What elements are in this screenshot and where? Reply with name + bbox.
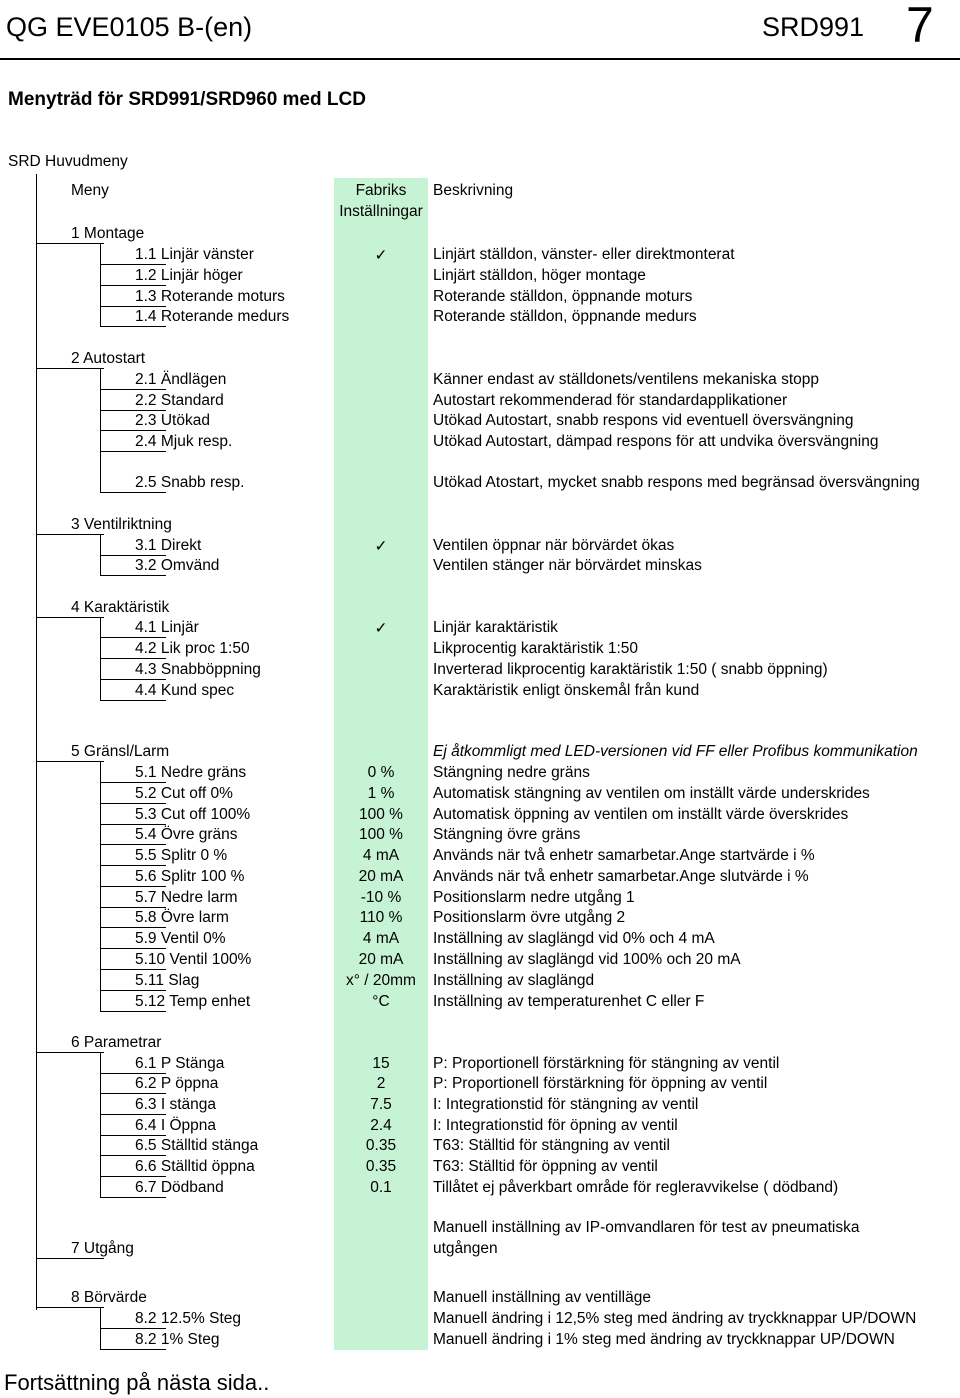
menu-item-description: Positionslarm övre utgång 2 [433, 909, 626, 926]
menu-item-description: Positionslarm nedre utgång 1 [433, 889, 635, 906]
section-label-s7: 7 Utgång [71, 1240, 134, 1257]
menu-item-description: Ventilen öppnar när börvärdet ökas [433, 537, 675, 554]
menu-item-label: 6.5 Ställtid stänga [135, 1137, 259, 1154]
menu-item-description: I: Integrationstid för öpning av ventil [433, 1117, 678, 1134]
tree-branch-s5 [36, 761, 104, 762]
menu-item-description: Likprocentig karaktäristik 1:50 [433, 640, 639, 657]
section-desc-line2-s7: utgången [433, 1240, 498, 1257]
factory-setting-value: 0 % [367, 764, 395, 781]
menu-item-label: 2.3 Utökad [135, 412, 210, 429]
menu-item-label: 1.2 Linjär höger [135, 267, 243, 284]
menu-item-label: 5.9 Ventil 0% [135, 930, 226, 947]
menu-item-description: Inställning av temperaturenhet C eller F [433, 993, 705, 1010]
section-label-s1: 1 Montage [71, 225, 145, 242]
menu-item-description: Manuell ändring i 12,5% steg med ändring av tryckknappar UP/DOWN [433, 1310, 917, 1327]
column-heading-menu: Meny [71, 182, 109, 199]
section-desc-line1-s7: Manuell inställning av IP-omvandlaren för test av pneumatiska [433, 1219, 860, 1236]
menu-item-description: Inställning av slaglängd [433, 972, 595, 989]
menu-item-label: 3.2 Omvänd [135, 557, 220, 574]
menu-item-description: T63: Ställtid för öppning av ventil [433, 1158, 658, 1175]
menu-item-label: 5.11 Slag [135, 972, 200, 989]
section-label-s5: 5 Gränsl/Larm [71, 743, 170, 760]
tree-branch-s4 [36, 617, 104, 618]
menu-item-description: Tillåtet ej påverkbart område för regleravvikelse ( dödband) [433, 1179, 839, 1196]
factory-setting-value: 20 mA [358, 868, 404, 885]
factory-setting-value: 110 % [359, 909, 403, 926]
tree-leaf-s5-11 [100, 1011, 166, 1012]
menu-item-label: 1.4 Roterande medurs [135, 308, 290, 325]
factory-setting-value: 0.1 [370, 1179, 392, 1196]
menu-item-label: 5.12 Temp enhet [135, 993, 251, 1010]
tree-leaf-s4-1 [100, 658, 166, 659]
menu-item-description: I: Integrationstid för stängning av ventil [433, 1096, 699, 1113]
continuation-note: Fortsättning på nästa sida.. [4, 1370, 270, 1395]
tree-leaf-s2-2 [100, 430, 166, 431]
menu-item-label: 6.7 Dödband [135, 1179, 224, 1196]
tree-leaf-s5-2 [100, 824, 166, 825]
menu-item-label: 5.8 Övre larm [135, 909, 229, 926]
section-desc-s8: Manuell inställning av ventilläge [433, 1289, 651, 1306]
model-name: SRD991 [762, 12, 865, 42]
menu-item-description: Linjär karaktäristik [433, 619, 558, 636]
tree-leaf-s2-0 [100, 389, 166, 390]
section-label-s6: 6 Parametrar [71, 1034, 162, 1051]
menu-item-description: Inverterad likprocentig karaktäristik 1:50 ( snabb öppning) [433, 661, 828, 678]
tree-sub-trunk-s4 [100, 618, 101, 700]
tree-branch-s8 [36, 1307, 104, 1308]
factory-setting-value: ✓ [374, 620, 388, 637]
menu-item-description: P: Proportionell förstärkning för stängning av ventil [433, 1055, 780, 1072]
menu-item-label: 3.1 Direkt [135, 537, 202, 554]
menu-item-label: 5.5 Splitr 0 % [135, 847, 228, 864]
tree-leaf-s6-3 [100, 1135, 166, 1136]
factory-setting-value: 100 % [359, 806, 403, 823]
tree-leaf-s5-5 [100, 886, 166, 887]
menu-item-label: 4.3 Snabböppning [135, 661, 261, 678]
tree-leaf-s8-0 [100, 1328, 166, 1329]
tree-leaf-s2-3 [100, 451, 166, 452]
menu-item-label: 2.1 Ändlägen [135, 371, 227, 388]
menu-item-description: Linjärt ställdon, höger montage [433, 267, 646, 284]
tree-branch-s3 [36, 534, 104, 535]
factory-setting-value: 2 [376, 1075, 386, 1092]
column-heading-factory-line2: Inställningar [339, 203, 423, 220]
tree-leaf-s6-2 [100, 1114, 166, 1115]
menu-item-description: Inställning av slaglängd vid 100% och 20 mA [433, 951, 741, 968]
menu-item-description: Inställning av slaglängd vid 0% och 4 mA [433, 930, 715, 947]
section-label-s4: 4 Karaktäristik [71, 599, 170, 616]
tree-leaf-s5-6 [100, 907, 166, 908]
factory-setting-value: ✓ [374, 247, 388, 264]
menu-item-description: Utökad Atostart, mycket snabb respons med begränsad översvängning [433, 474, 920, 491]
menu-item-label: 5.1 Nedre gräns [135, 764, 247, 781]
menu-item-label: 8.2 12.5% Steg [135, 1310, 241, 1327]
menu-item-label: 5.2 Cut off 0% [135, 785, 233, 802]
factory-setting-value: 4 mA [362, 930, 400, 947]
tree-branch-s2 [36, 368, 104, 369]
tree-branch-s6 [36, 1052, 104, 1053]
menu-item-description: Stängning övre gräns [433, 826, 581, 843]
menu-item-label: 2.5 Snabb resp. [135, 474, 245, 491]
tree-branch-s1 [36, 243, 104, 244]
tree-leaf-s1-0 [100, 264, 166, 265]
tree-leaf-s4-2 [100, 679, 166, 680]
tree-leaf-s8-1 [100, 1349, 166, 1350]
tree-leaf-s3-0 [100, 555, 166, 556]
page-title: Menyträd för SRD991/SRD960 med LCD [8, 89, 366, 110]
tree-leaf-s5-1 [100, 803, 166, 804]
tree-leaf-s6-6 [100, 1197, 166, 1198]
menu-item-description: Karaktäristik enligt önskemål från kund [433, 682, 700, 699]
menu-item-description: Utökad Autostart, snabb respons vid eventuell översvängning [433, 412, 854, 429]
section-label-s8: 8 Börvärde [71, 1289, 147, 1306]
factory-setting-value: 4 mA [362, 847, 400, 864]
factory-setting-value: x° / 20mm [346, 972, 416, 989]
page-number: 7 [906, 0, 934, 53]
tree-leaf-s6-0 [100, 1073, 166, 1074]
section-label-s2: 2 Autostart [71, 350, 146, 367]
menu-item-description: Manuell ändring i 1% steg med ändring av tryckknappar UP/DOWN [433, 1331, 895, 1348]
menu-item-label: 6.3 I stänga [135, 1096, 217, 1113]
menu-item-description: Utökad Autostart, dämpad respons för att undvika översvängning [433, 433, 879, 450]
menu-item-label: 5.6 Splitr 100 % [135, 868, 245, 885]
tree-leaf-s5-9 [100, 969, 166, 970]
tree-leaf-s2-1 [100, 410, 166, 411]
factory-setting-value: 20 mA [358, 951, 404, 968]
menu-item-label: 2.4 Mjuk resp. [135, 433, 233, 450]
factory-setting-value: 0.35 [365, 1137, 397, 1154]
menu-item-description: Roterande ställdon, öppnande medurs [433, 308, 697, 325]
menu-item-description: Ventilen stänger när börvärdet minskas [433, 557, 702, 574]
menu-item-description: Används när två enhetr samarbetar.Ange startvärde i % [433, 847, 815, 864]
menu-item-description: Automatisk stängning av ventilen om inställt värde underskrides [433, 785, 870, 802]
tree-leaf-s1-2 [100, 306, 166, 307]
tree-leaf-s6-5 [100, 1176, 166, 1177]
tree-leaf-s5-7 [100, 927, 166, 928]
menu-item-description: Linjärt ställdon, vänster- eller direktmonterat [433, 246, 735, 263]
factory-setting-value: 2.4 [370, 1117, 392, 1134]
menu-item-label: 5.4 Övre gräns [135, 826, 238, 843]
tree-leaf-s5-4 [100, 865, 166, 866]
menu-item-label: 6.6 Ställtid öppna [135, 1158, 255, 1175]
factory-setting-value: ✓ [374, 538, 388, 555]
tree-leaf-s2-4 [100, 492, 166, 493]
menu-item-description: Används när två enhetr samarbetar.Ange slutvärde i % [433, 868, 809, 885]
header-rule [0, 58, 960, 60]
menu-item-label: 4.2 Lik proc 1:50 [135, 640, 250, 657]
factory-setting-value: 15 [372, 1055, 390, 1072]
menu-item-label: 6.4 I Öppna [135, 1117, 217, 1134]
column-heading-description: Beskrivning [433, 182, 514, 199]
tree-trunk-line [36, 174, 37, 1310]
tree-leaf-s6-1 [100, 1093, 166, 1094]
menu-item-description: Autostart rekommenderad för standardapplikationer [433, 392, 788, 409]
menu-item-description: Känner endast av ställdonets/ventilens mekaniska stopp [433, 371, 820, 388]
menu-item-label: 8.2 1% Steg [135, 1331, 220, 1348]
tree-root-label: SRD Huvudmeny [8, 153, 128, 170]
tree-leaf-s5-0 [100, 782, 166, 783]
tree-branch-s7 [36, 1258, 104, 1259]
menu-item-label: 5.3 Cut off 100% [135, 806, 251, 823]
menu-item-description: Automatisk öppning av ventilen om inställt värde överskrides [433, 806, 849, 823]
menu-item-label: 5.7 Nedre larm [135, 889, 238, 906]
menu-item-label: 2.2 Standard [135, 392, 224, 409]
document-id: QG EVE0105 B-(en) [6, 12, 253, 42]
tree-leaf-s4-0 [100, 637, 166, 638]
menu-item-description: P: Proportionell förstärkning för öppning av ventil [433, 1075, 768, 1092]
factory-setting-value: 1 % [367, 785, 395, 802]
menu-item-label: 4.1 Linjär [135, 619, 199, 636]
tree-leaf-s5-10 [100, 990, 166, 991]
factory-setting-value: -10 % [360, 889, 402, 906]
menu-item-description: T63: Ställtid för stängning av ventil [433, 1137, 670, 1154]
tree-leaf-s5-8 [100, 948, 166, 949]
menu-item-label: 6.2 P öppna [135, 1075, 219, 1092]
factory-setting-value: °C [372, 993, 390, 1010]
menu-item-description: Roterande ställdon, öppnande moturs [433, 288, 693, 305]
factory-setting-value: 7.5 [370, 1096, 392, 1113]
tree-leaf-s3-1 [100, 575, 166, 576]
menu-item-label: 1.1 Linjär vänster [135, 246, 254, 263]
tree-leaf-s5-3 [100, 844, 166, 845]
tree-leaf-s1-1 [100, 285, 166, 286]
column-heading-factory-line1: Fabriks [355, 182, 407, 199]
menu-item-description: Stängning nedre gräns [433, 764, 590, 781]
tree-leaf-s6-4 [100, 1155, 166, 1156]
section-note-s5: Ej åtkommligt med LED-versionen vid FF eller Profibus kommunikation [433, 743, 918, 760]
tree-leaf-s4-3 [100, 700, 166, 701]
tree-leaf-s1-3 [100, 326, 166, 327]
factory-setting-value: 100 % [359, 826, 403, 843]
menu-item-label: 1.3 Roterande moturs [135, 288, 285, 305]
menu-item-label: 6.1 P Stänga [135, 1055, 225, 1072]
section-label-s3: 3 Ventilriktning [71, 516, 172, 533]
menu-item-label: 4.4 Kund spec [135, 682, 235, 699]
menu-item-label: 5.10 Ventil 100% [135, 951, 252, 968]
factory-setting-value: 0.35 [365, 1158, 397, 1175]
